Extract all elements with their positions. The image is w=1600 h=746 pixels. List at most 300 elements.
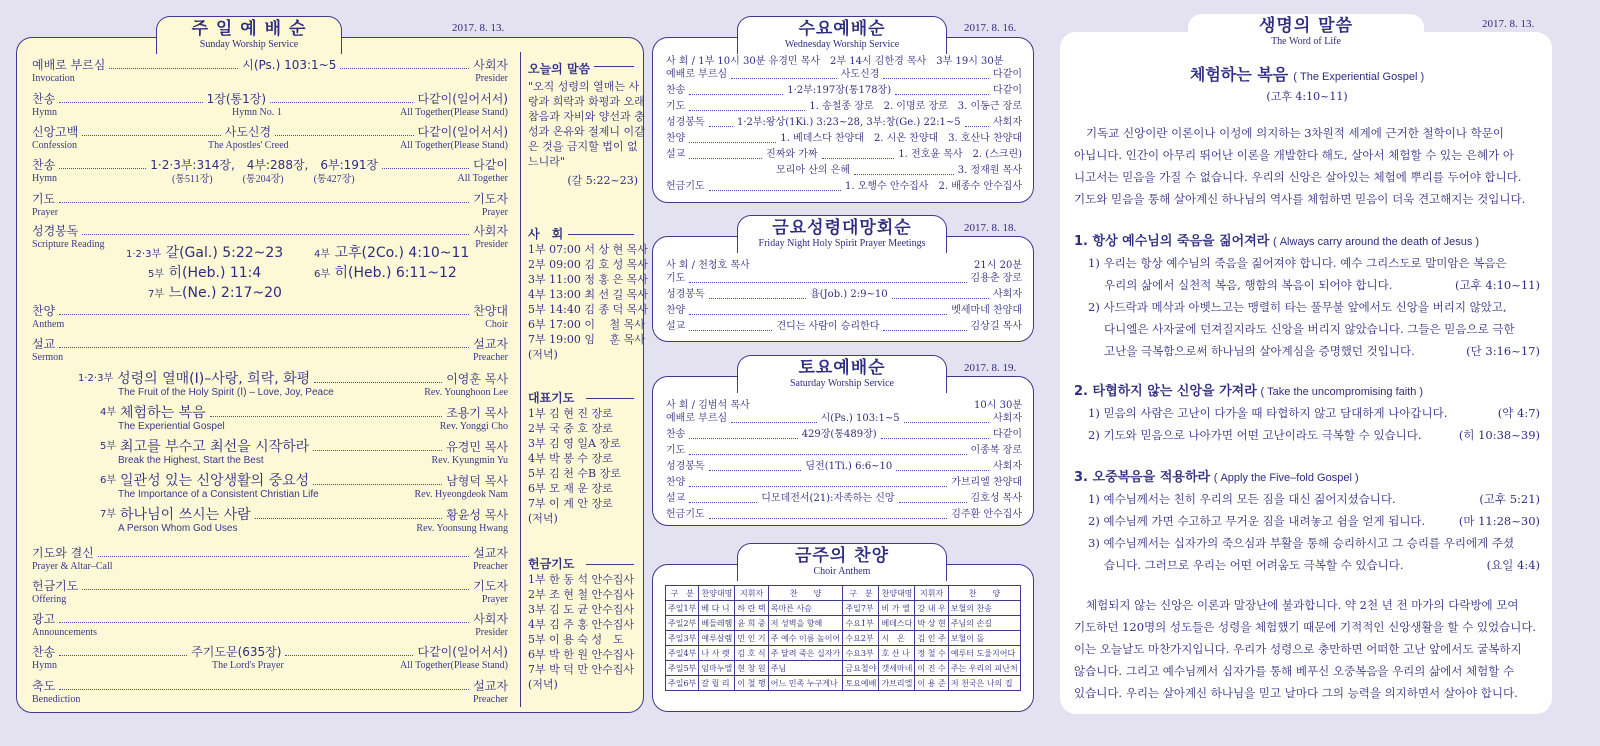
table-row [666,631,1021,646]
word-subtitle: The Word of Life [1271,36,1341,47]
text-word-p2-lines-0: 1) 믿음의 사람은 고난이 다가올 때 타협하지 않고 담대하게 나아갑니다. [1088,406,1448,420]
text-anthem-rows-5-5: 가브리엘 [879,676,915,691]
scripture-4 [314,242,469,262]
order-row [666,270,1022,286]
point-1 [1074,230,1479,253]
text-sunday-sermons-0-en: The Fruit of the Holy Spirit (Ⅰ) – Love, Joy, Peace [118,387,334,398]
text-anthem-rows-0-3: 목마른 사슴 [768,601,843,616]
text-saturday-rows-1-r: 다같이 [993,429,1022,440]
text-sunday-sermons-2-pastor: 유경민 목사 [446,440,508,454]
text-word-intro-0: 기독교 신앙이란 이론이나 이성에 의지하는 3차원적 세계에 근거한 철학이나 학문이 [1086,126,1504,140]
text-word-p1-lines-2: (고후 4:10~11) [1455,278,1540,292]
order-row [666,98,1022,114]
text-wednesday-rows-0-l: 예배로 부르심 [666,69,728,80]
text-anthem-rows-5-7: 저 천국은 나의 집 [948,676,1020,691]
order-anthem [32,302,508,318]
text-side-prayer-2: 3부 김 영 일A 장로 [528,437,621,450]
text-saturday-rows-0-m: 시(Ps.) 103:1~5 [820,413,900,424]
table-row [666,661,1021,676]
order-hymn-1 [32,90,508,106]
sunday-divider [520,52,521,707]
text-sunday-items2-0-en: Anthem [32,319,65,330]
text-saturday-rows-1-l: 찬송 [666,429,686,440]
text-wednesday-rows-0-m: 사도신경 [840,69,880,80]
dot-leader [82,234,469,235]
sunday-subtitle: Sunday Worship Service [199,39,299,50]
text-sunday-sermons-3-pastor-en: Rev. Hyeongdeok Nam [414,489,508,500]
dot-leader [340,68,469,69]
sermon-2 [100,404,508,420]
text-sunday-items3-3-right: 다같이(일어서서) [417,645,508,659]
anthem-panel [652,564,1034,712]
text-sunday-items2-1-right: 설교자 [473,337,508,351]
text-side-host-0: 1부 07:00 서 상 현 목사 [528,243,648,256]
text-side-host-5: 6부 17:00 이 철 목사 [528,318,645,331]
text-anthem-rows-5-2: 이 철 행 [735,676,768,691]
text-sunday-items-2-right: 다같이(일어서서) [417,125,509,139]
text-anthem-rows-4-2: 현 창 원 [735,661,768,676]
text-sunday-items-3-mid-en: (통511장) (통204장) (통427장) [172,174,355,185]
order-row [666,410,1022,426]
text-side-word-lines-2: 참음과 자비와 양선과 충 [528,110,645,123]
text-word-intro-2: 니고서는 믿음을 가질 수 없습니다. 우리의 신앙은 살아있는 체험에 뿌리를 두어야 합니다. [1074,170,1522,184]
dot-leader [59,347,469,348]
dot-leader [59,655,187,656]
order-row [666,490,1022,506]
text-sunday-items-5-ko: 성경봉독 [32,224,79,238]
text-sunday-items-4-en: Prayer [32,207,59,218]
text-sunday-items3-1-right-en: Prayer [481,594,508,605]
text-friday-rows-1-r: 사회자 [993,289,1023,300]
dot-leader [731,422,816,423]
text-wednesday-rows-5-r: 1. 전호윤 목사 2. (스크린) [898,149,1023,160]
text-sunday-sermons-2-en: Break the Highest, Start the Best [118,455,264,466]
text-wednesday-rows-5-m: 진짜와 가짜 [766,149,818,160]
order-row [666,114,1022,130]
text-anthem-rows-2-0: 주일3부 [666,631,699,646]
text-saturday-rows-6-l: 헌금기도 [666,509,705,520]
text-sunday-items-4-right: 기도자 [473,192,508,206]
text-side-host-1: 2부 09:00 김 호 성 목사 [528,258,648,271]
text-sunday-items3-2-right: 사회자 [473,612,508,626]
text-anthem-rows-1-6: 박 상 현 [915,616,948,631]
anthem-table [665,585,1021,691]
sunday-side-column [528,58,648,708]
text-anthem-rows-3-1: 나 사 렛 [699,646,735,661]
text-anthem-rows-0-1: 베 다 니 [699,601,735,616]
order-scripture [32,222,508,238]
friday-subtitle: Friday Night Holy Spirit Prayer Meetings [758,238,926,249]
text-friday-rows-3-l: 설교 [666,321,686,332]
text-side-prayer-1: 2부 국 중 호 장로 [528,422,613,435]
text-side-offering-4: 5부 이 용 숙 성 도 [528,633,624,646]
order-confession [32,123,508,139]
text-anthem-headers-3: 찬 양 [768,586,843,601]
text-saturday-header-r: 10시 30분 [974,400,1022,411]
order-prayer [32,190,508,206]
wednesday-date: 2017. 8. 16. [964,22,1017,34]
text-word-p3-en: ( Apply the Five–fold Gospel ) [1213,472,1359,484]
anthem-subtitle: Choir Anthem [813,566,871,577]
dot-leader [689,142,776,143]
dot-leader [689,282,966,283]
order-row [666,146,1022,162]
text-sunday-sermons-0-pastor-en: Rev. Younghoon Lee [424,387,508,398]
saturday-title-tab [737,355,947,393]
text-anthem-rows-4-5: 갯세마네 [879,661,915,676]
text-word-intro-1: 아닙니다. 인간이 아무리 뛰어난 이론을 개발한다 해도, 살아서 체험할 수 있는 은혜가 아 [1074,148,1514,162]
text-side-word-lines-0: "오직 성령의 열매는 사 [528,80,640,93]
sermon-list [78,370,508,550]
text-sunday-items3-2-en: Announcements [32,627,97,638]
dot-leader [382,168,469,169]
text-word-p2-lines-1: (약 4:7) [1497,406,1540,420]
text-anthem-rows-3-3: 주 달려 죽은 십자가 [768,646,843,661]
text-sunday-items2-0-right-en: Choir [485,319,508,330]
word-date: 2017. 8. 13. [1482,18,1535,30]
sunday-title: 주 일 예 배 순 [191,19,307,39]
text-side-offering-2: 3부 김 도 균 안수집사 [528,603,634,616]
text-anthem-rows-0-4: 주일7부 [843,601,879,616]
text-side-host-title: 사 회 [528,227,564,241]
text-anthem-headers-4: 구 분 [843,586,879,601]
text-sunday-sermons-3-svc: 6부 [100,475,117,486]
text-word-p3-lines-5: 습니다. 그러므로 우리는 어떤 어려움도 극복할 수 있습니다. [1104,558,1404,572]
dot-leader [709,470,802,471]
text-sunday-items3-4-en: Benediction [32,694,81,705]
text-anthem-rows-1-4: 수요1부 [843,616,879,631]
text-anthem-rows-5-0: 주일6부 [666,676,699,691]
text-wednesday-rows-6-m: 모리아 산의 은혜 [776,165,850,176]
text-anthem-rows-4-1: 임마누엘 [699,661,735,676]
text-anthem-headers-7: 찬 양 [948,586,1020,601]
order-row [666,458,1022,474]
text-wednesday-rows-3-r: 사회자 [993,117,1022,128]
text-sunday-sermons-0-pastor: 이영훈 목사 [446,372,508,386]
table-row [666,646,1021,661]
text-side-word-lines-3: 성과 온유와 절제니 이같 [528,125,645,138]
order-row [666,178,1022,194]
text-anthem-rows-4-0: 주일5부 [666,661,699,676]
text-anthem-rows-3-2: 김 호 식 [735,646,768,661]
text-wednesday-rows-3-l: 성경봉독 [666,117,705,128]
text-side-offering-6: 7부 박 덕 만 안수집사 [528,663,634,676]
text-side-prayer-0: 1부 김 현 진 장로 [528,407,613,420]
dot-leader [689,110,805,111]
text-sunday-items-5-right: 사회자 [473,224,508,238]
order-row [666,426,1022,442]
text-anthem-rows-2-1: 예루살렘 [699,631,735,646]
text-anthem-rows-0-7: 보혈의 찬송 [948,601,1020,616]
wednesday-title-tab [737,16,947,54]
text-sunday-sermons-2-title: 최고를 부수고 최선을 시작하라 [120,439,310,455]
dot-leader [709,298,806,299]
text-sunday-items3-4-right: 설교자 [473,679,508,693]
text-saturday-rows-2-l: 기도 [666,445,686,456]
sermon-1 [78,370,508,386]
text-word-p1-lines-1: 우리의 삶에서 실천적 복음, 행함의 복음이 되어야 합니다. [1104,278,1393,292]
text-friday-rows-1-m: 욥(Job.) 2:9~10 [810,289,888,300]
dot-leader [896,470,989,471]
text-side-prayer-7: (저녁) [528,512,558,525]
text-saturday-rows-5-r: 김호성 목사 [970,493,1022,504]
dot-leader [895,94,989,95]
text-saturday-rows-3-r: 사회자 [993,461,1023,472]
dot-leader [313,450,442,451]
dot-leader [689,454,966,455]
text-anthem-rows-5-3: 어느 민족 누구게나 [768,676,843,691]
text-saturday-rows-1-m: 429장(통489장) [801,429,877,440]
text-word-outro-1: 기도하던 120명의 성도들은 성령을 체험했기 때문에 기적적인 신앙생활을 할 수 있었습니다. [1074,620,1537,634]
sermon-5 [100,506,508,522]
text-word-outro-2: 이는 오늘날도 마찬가지입니다. 우리가 성령으로 충만하면 어떠한 고난 앞에서도 굴복하지 [1074,642,1522,656]
dot-leader [689,438,797,439]
table-row [666,601,1021,616]
text-sunday-sermons-1-en: The Experiential Gospel [118,421,225,432]
dot-leader [689,486,947,487]
dot-leader [881,438,989,439]
prayer-list [528,390,638,526]
text-sunday-items-4-right-en: Prayer [481,207,508,218]
text-friday-rows-1-l: 성경봉독 [666,289,705,300]
text-anthem-rows-5-4: 토요예배 [843,676,879,691]
text-word-p3-lines-0: 1) 예수님께서는 친히 우리의 모든 짐을 대신 짊어지셨습니다. [1088,492,1396,506]
order-row [666,506,1022,522]
text-sunday-items2-1-right-en: Preacher [473,352,508,363]
order-row [666,318,1022,334]
text-wednesday-rows-1-r: 다같이 [993,85,1023,96]
text-sunday-items-5-en: Scripture Reading [32,239,105,250]
text-sunday-sermons-4-pastor-en: Rev. Yoonsung Hwang [416,523,508,534]
text-anthem-rows-0-0: 주일1부 [666,601,699,616]
text-wednesday-rows-7-r: 1. 오행수 안수집사 2. 배종수 안수집사 [844,181,1022,192]
text-wednesday-rows-4-l: 찬양 [666,133,686,144]
dot-leader [210,416,443,417]
text-sunday-items-1-ko: 찬송 [32,92,56,106]
text-side-host-6: 7부 19:00 임 훈 목사 [528,333,645,346]
text-anthem-rows-2-4: 수요2부 [843,631,879,646]
dot-leader [59,168,146,169]
text-anthem-rows-2-5: 시 온 [879,631,915,646]
text-sunday-items3-2-right-en: Presider [475,627,508,638]
text-anthem-rows-0-5: 비 가 엘 [879,601,915,616]
offering-list [528,556,638,692]
text-side-host-4: 5부 14:40 김 종 덕 목사 [528,303,648,316]
text-anthem-rows-3-5: 호 산 나 [879,646,915,661]
text-side-prayer-title: 대표기도 [528,391,575,405]
text-wednesday-rows-2-l: 기도 [666,101,686,112]
dot-leader [822,158,895,159]
dot-leader [689,94,783,95]
text-saturday-rows-3-l: 성경봉독 [666,461,705,472]
text-anthem-rows-2-2: 민 인 기 [735,631,768,646]
dot-leader [59,102,202,103]
text-sunday-scripture-2-svc: 5부 [148,269,165,280]
sermon-4 [100,472,508,488]
text-anthem-rows-4-3: 주님 [768,661,843,676]
text-word-p1-lines-3: 2) 사드락과 메삭과 아벳느고는 맹렬히 타는 풀무불 앞에서도 신앙을 버리지 않았고, [1088,300,1507,314]
text-anthem-rows-1-0: 주일2부 [666,616,699,631]
table-row [666,676,1021,691]
scripture-6 [314,262,457,282]
text-sunday-items-2-en: Confession [32,140,77,151]
text-sunday-items-1-mid-en: Hymn No. 1 [232,107,282,118]
text-anthem-rows-2-6: 김 인 주 [915,631,948,646]
text-side-host-2: 3부 11:00 정 홍 은 목사 [528,273,648,286]
text-word-p2-lines-3: (히 10:38~39) [1458,428,1540,442]
text-word-p3-lines-3: (마 11:28~30) [1458,514,1540,528]
text-wednesday-rows-5-l: 설교 [666,149,686,160]
text-friday-rows-0-l: 기도 [666,273,686,284]
table-row [666,616,1021,631]
text-friday-header-r: 21시 20분 [974,260,1022,271]
text-side-word-lines-1: 랑과 희락과 화평과 오래 [528,95,645,108]
text-side-offering-1: 2부 조 현 철 안수집사 [528,588,634,601]
wednesday-subtitle: Wednesday Worship Service [784,39,900,50]
text-sunday-items3-3-ko: 찬송 [32,645,56,659]
text-word-p2: 2. 타협하지 않는 신앙을 가져라 [1074,384,1257,399]
text-anthem-rows-4-4: 금요철야 [843,661,879,676]
text-word-intro-3: 기도와 믿음을 통해 살아계신 하나님의 역사를 체험하면 믿음이 더욱 견고해지는 것입니다. [1074,192,1526,206]
text-sunday-items-2-mid-en: The Apostles' Creed [208,140,289,151]
text-sunday-items3-4-ko: 축도 [32,679,56,693]
text-anthem-rows-1-7: 주님의 손길 [948,616,1020,631]
text-sunday-items-0-right-en: Presider [475,73,508,84]
text-sunday-items-1-mid: 1장(통1장) [206,92,267,106]
order-hymn-3 [32,643,508,659]
text-sunday-scripture-0-text: 갈(Gal.) 5:22~23 [165,245,284,261]
text-anthem-rows-5-6: 이 용 준 [915,676,948,691]
text-sunday-sermons-1-svc: 4부 [100,407,117,418]
text-sunday-items2-1-en: Sermon [32,352,64,363]
text-sunday-scripture-1-text: 고후(2Co.) 4:10~11 [334,245,470,261]
text-saturday-rows-3-m: 딤전(1Ti.) 6:6~10 [805,461,893,472]
text-saturday-rows-4-r: 가브리엘 찬양대 [951,477,1022,488]
text-sunday-scripture-3-svc: 6부 [314,269,331,280]
text-word-p1-lines-4: 다니엘은 사자굴에 던져질지라도 신앙을 버리지 않았습니다. 그들은 믿음으로 극한 [1104,322,1515,336]
text-wednesday-rows-4-r: 1. 베데스다 찬양대 2. 시온 찬양대 3. 호산나 찬양대 [780,133,1022,144]
saturday-title: 토요예배순 [798,358,886,378]
sunday-title-tab [156,16,342,54]
text-sunday-items-3-ko: 찬송 [32,158,56,172]
text-side-word-title: 오늘의 말씀 [528,62,591,76]
text-sunday-sermons-2-pastor-en: Rev. Kyungmin Yu [431,455,508,466]
order-row [666,442,1022,458]
text-anthem-rows-1-1: 베들레헴 [699,616,735,631]
text-sunday-sermons-4-en: A Person Whom God Uses [118,523,238,534]
text-sunday-items-2-mid: 사도신경 [224,125,272,139]
text-anthem-rows-2-7: 보혈이 돌 [948,631,1020,646]
text-sunday-items3-0-en: Prayer & Altar–Call [32,561,113,572]
text-sunday-items3-4-right-en: Preacher [473,694,508,705]
text-sunday-items3-3-right-en: All Together(Please Stand) [400,660,508,671]
text-sunday-items3-3-mid: 주기도문(635장) [191,645,282,659]
dot-leader [883,78,989,79]
sunday-order [32,52,508,712]
text-sunday-items3-0-right-en: Preacher [473,561,508,572]
sermon-heading [1074,62,1540,85]
text-saturday-rows-2-r: 이종복 장로 [970,445,1022,456]
dot-leader [689,330,772,331]
text-sunday-items3-2-ko: 광고 [32,612,56,626]
text-sunday-sermons-1-title: 체험하는 복음 [120,405,206,421]
text-sunday-sermons-1-pastor-en: Rev. Yonggi Cho [439,421,508,432]
text-sunday-items-3-en: Hymn [32,173,57,184]
text-sunday-sermons-3-en: The Importance of a Consistent Christian Life [118,489,319,500]
anthem-header-row [666,586,1021,601]
text-saturday-rows-6-r: 김주환 안수집사 [951,509,1022,520]
text-sunday-items-2-ko: 신앙고백 [32,125,79,139]
text-saturday-rows-5-l: 설교 [666,493,686,504]
text-anthem-headers-0: 구 분 [666,586,699,601]
order-sermon [32,335,508,351]
text-sunday-items2-0-right: 찬양대 [473,304,508,318]
host-list [528,226,648,362]
wednesday-rows [666,52,1022,198]
order-row [666,82,1022,98]
text-sunday-scripture-3-text: 히(Heb.) 6:11~12 [334,265,457,281]
text-anthem-rows-3-7: 예루터 도울지어다 [948,646,1020,661]
text-side-word-ref: (갈 5:22~23) [567,174,638,187]
text-wednesday-rows-3-m: 1·2부:왕상(1Ki.) 3:23~28, 3부:창(Ge.) 22:1~5 [736,117,961,128]
dot-leader [59,689,469,690]
dot-leader [275,135,413,136]
text-anthem-rows-0-2: 하 란 택 [735,601,768,616]
text-friday-rows-3-r: 김상길 목사 [970,321,1022,332]
text-side-offering-0: 1부 한 동 석 안수집사 [528,573,634,586]
text-sunday-items3-1-right: 기도자 [473,579,508,593]
dot-leader [109,68,238,69]
text-word-p2-en: ( Take the uncompromising faith ) [1260,386,1424,398]
text-sunday-items-0-mid: 시(Ps.) 103:1~5 [242,58,337,72]
text-wednesday-rows-2-r: 1. 송철종 장로 2. 이명로 장로 3. 이동근 장로 [809,101,1022,112]
text-friday-rows-2-r: 벳세마네 찬양대 [951,305,1022,316]
anthem-title: 금주의 찬양 [794,546,890,566]
text-sunday-items-1-right-en: All Together(Please Stand) [400,107,508,118]
text-sunday-scripture-2-text: 히(Heb.) 11:4 [168,265,262,281]
friday-title: 금요성령대망회순 [772,218,912,238]
dot-leader [965,126,989,127]
text-sunday-items-2-right-en: All Together(Please Stand) [400,140,508,151]
order-row [666,130,1022,146]
text-sunday-items3-0-ko: 기도와 결신 [32,546,94,560]
point-2 [1074,380,1423,403]
text-sunday-items-1-right: 다같이(일어서서) [417,92,508,106]
text-friday-rows-0-r: 김용춘 장로 [970,273,1022,284]
word-body [1074,62,1540,708]
text-wednesday-rows-1-l: 찬송 [666,85,686,96]
dot-leader [59,314,469,315]
order-announcements [32,610,508,626]
text-sunday-sermons-4-svc: 7부 [100,509,117,520]
dot-leader [59,202,469,203]
dot-leader [899,502,967,503]
text-word-p1: 1. 항상 예수님의 죽음을 짊어져라 [1074,234,1270,249]
text-sunday-items-1-en: Hymn [32,107,57,118]
text-anthem-rows-2-3: 주 예수 이름 높이어 [768,631,843,646]
text-word-p1-lines-5: 고난을 극복함으로써 하나님의 살아계심을 증명했던 것입니다. [1104,344,1415,358]
text-anthem-rows-3-0: 주일4부 [666,646,699,661]
dot-leader [285,655,413,656]
friday-title-tab [737,215,947,253]
text-anthem-rows-5-1: 갈 릴 리 [699,676,735,691]
text-sunday-sermons-0-svc: 1·2·3부 [78,373,114,384]
dot-leader [689,314,947,315]
dot-leader [59,622,469,623]
text-sunday-items-5-right-en: Presider [475,239,508,250]
text-friday-rows-2-l: 찬양 [666,305,686,316]
dot-leader [82,135,220,136]
